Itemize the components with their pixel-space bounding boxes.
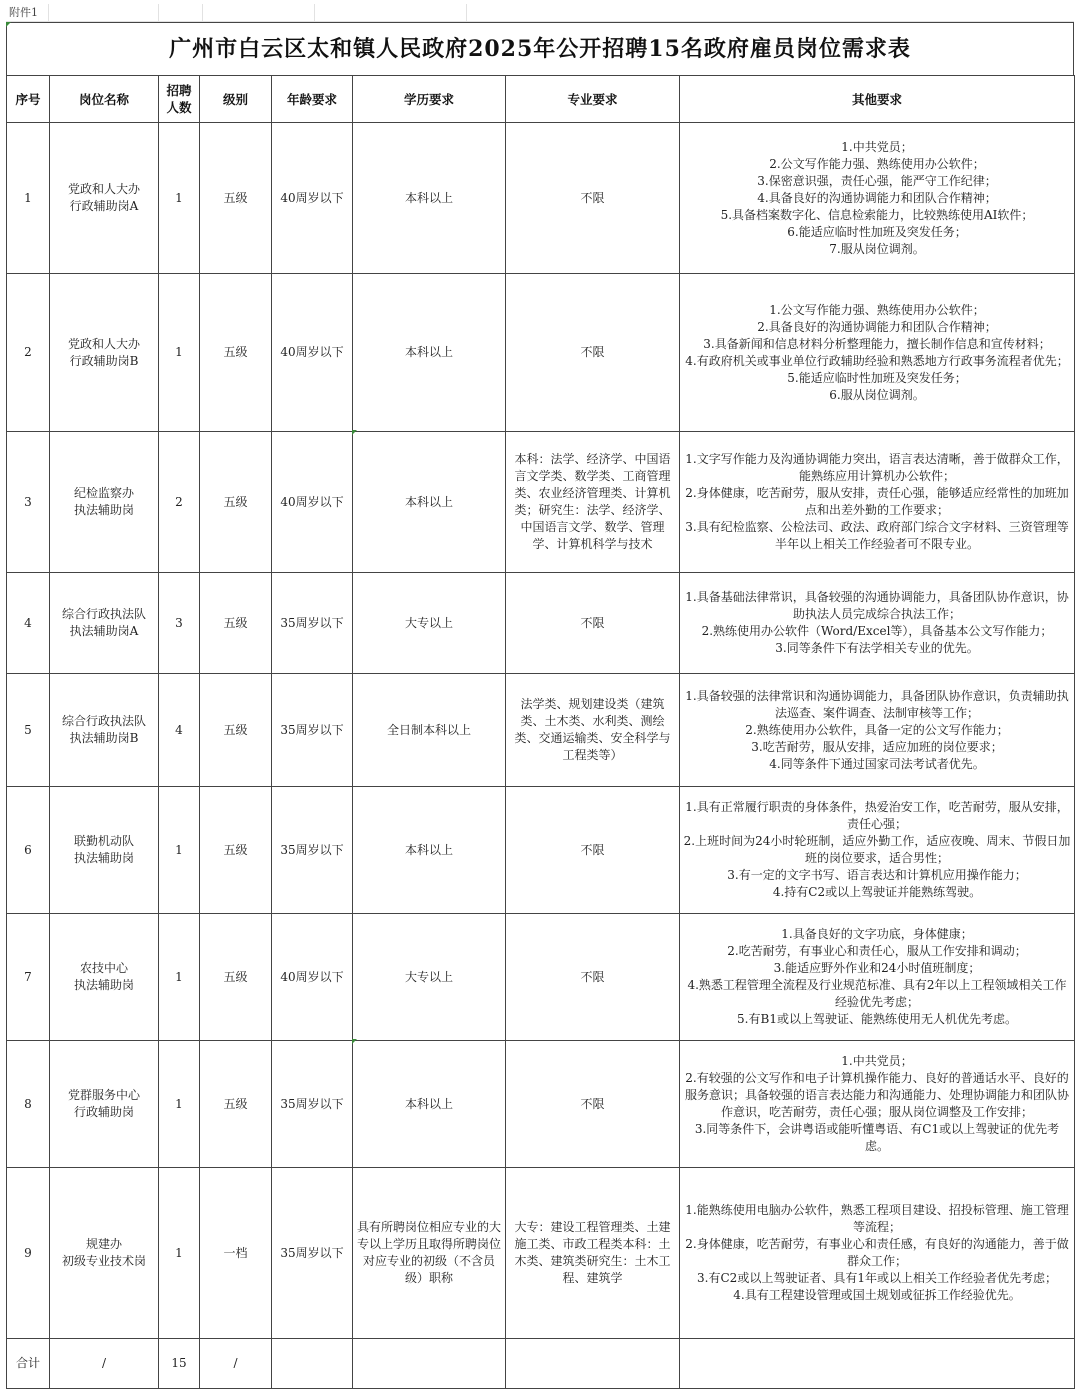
requirement-line: 4.熟悉工程管理全流程及行业规范标准、具有2年以上工程领域相关工作经验优先考虑； xyxy=(687,978,1067,1009)
cell-count: 2 xyxy=(159,432,200,573)
header-level: 级别 xyxy=(200,76,272,123)
cell-age: 35周岁以下 xyxy=(272,1041,353,1168)
table-row xyxy=(7,274,1075,432)
positions-table xyxy=(6,75,1075,1389)
requirement-line: 2.上班时间为24小时轮班制，适应外勤工作，适应夜晚、周末、节假日加班的岗位要求，适合男性； xyxy=(683,834,1071,865)
requirement-line: 1.能熟练使用电脑办公软件，熟悉工程项目建设、招投标管理、施工管理等流程； xyxy=(685,1203,1069,1234)
requirement-line: 3.保密意识强，责任心强，能严守工作纪律； xyxy=(757,173,997,188)
cell-edu: 本科以上 xyxy=(353,123,506,274)
cell-edu: 本科以上 xyxy=(353,1041,506,1168)
cell-marker xyxy=(352,430,357,435)
cell-name: 综合行政执法队 执法辅助岗B xyxy=(50,674,159,787)
table-row xyxy=(7,123,1075,274)
table-row xyxy=(7,674,1075,787)
cell-edu: 本科以上 xyxy=(353,787,506,914)
requirement-line: 3.吃苦耐劳，服从安排，适应加班的岗位要求； xyxy=(751,739,1003,754)
cell-marker xyxy=(352,1039,357,1044)
cell-seq: 8 xyxy=(7,1041,50,1168)
header-row xyxy=(7,76,1075,123)
cell-count: 1 xyxy=(159,123,200,274)
cell-count: 1 xyxy=(159,1168,200,1339)
cell-age: 35周岁以下 xyxy=(272,787,353,914)
attachment-label: 附件1 xyxy=(6,4,49,22)
cell-age: 35周岁以下 xyxy=(272,674,353,787)
cell-name: 党群服务中心 行政辅助岗 xyxy=(50,1041,159,1168)
requirement-line: 1.具有正常履行职责的身体条件，热爱治安工作，吃苦耐劳，服从安排，责任心强； xyxy=(685,800,1069,831)
requirement-line: 1.中共党员； xyxy=(841,1054,913,1068)
cell-count: 1 xyxy=(159,787,200,914)
cell-level: 五级 xyxy=(200,274,272,432)
cell-level: 一档 xyxy=(200,1168,272,1339)
cell-edu: 本科以上 xyxy=(353,274,506,432)
cell-level: 五级 xyxy=(200,674,272,787)
cell-seq: 1 xyxy=(7,123,50,274)
requirement-line: 4.有政府机关或事业单位行政辅助经验和熟悉地方行政事务流程者优先； xyxy=(685,353,1069,368)
cell-age: 35周岁以下 xyxy=(272,1168,353,1339)
cell-edu: 大专以上 xyxy=(353,914,506,1041)
requirement-line: 4.具有工程建设管理或国土规划或征拆工作经验优先。 xyxy=(733,1288,1021,1302)
cell-name: 规建办 初级专业技术岗 xyxy=(50,1168,159,1339)
requirement-line: 5.有B1或以上驾驶证、能熟练使用无人机优先考虑。 xyxy=(737,1012,1017,1026)
cell-count: 4 xyxy=(159,674,200,787)
requirement-line: 1.文字写作能力及沟通协调能力突出，语言表达清晰，善于做群众工作，能熟练应用计算机办公软件； xyxy=(685,452,1069,483)
requirement-line: 1.具备良好的文字功底，身体健康； xyxy=(781,927,973,941)
table-row xyxy=(7,432,1075,573)
cell-age: 40周岁以下 xyxy=(272,123,353,274)
cell-major: 大专：建设工程管理类、土建施工类、市政工程类本科：土木类、建筑类研究生：土木工程、建筑学 xyxy=(506,1168,680,1339)
cell-major: 不限 xyxy=(506,123,680,274)
cell-name: 党政和人大办 行政辅助岗B xyxy=(50,274,159,432)
cell-major: 不限 xyxy=(506,914,680,1041)
cell-count: 1 xyxy=(159,914,200,1041)
cell-seq: 6 xyxy=(7,787,50,914)
attachment-row xyxy=(6,4,1074,22)
requirement-line: 2.身体健康，吃苦耐劳，有事业心和责任感，有良好的沟通能力，善于做群众工作； xyxy=(685,1237,1069,1268)
cell-other xyxy=(680,432,1075,573)
requirement-line: 4.同等条件下通过国家司法考试者优先。 xyxy=(769,756,985,771)
cell-level: 五级 xyxy=(200,123,272,274)
total-count: 15 xyxy=(159,1339,200,1389)
total-label: 合计 xyxy=(7,1339,50,1389)
requirement-line: 6.服从岗位调剂。 xyxy=(829,387,925,402)
cell-level: 五级 xyxy=(200,787,272,914)
requirement-line: 3.有C2或以上驾驶证者、具有1年或以上相关工作经验者优先考虑； xyxy=(697,1271,1057,1285)
cell-edu: 本科以上 xyxy=(353,432,506,573)
requirement-line: 1.中共党员； xyxy=(841,139,913,154)
cell-other xyxy=(680,1168,1075,1339)
table-row xyxy=(7,573,1075,674)
cell-other xyxy=(680,1041,1075,1168)
page-title: 广州市白云区太和镇人民政府2025年公开招聘15名政府雇员岗位需求表 xyxy=(6,22,1074,75)
cell-major: 法学类、规划建设类（建筑类、土木类、水利类、测绘类、交通运输类、安全科学与工程类等） xyxy=(506,674,680,787)
cell-level: 五级 xyxy=(200,432,272,573)
cell-age: 35周岁以下 xyxy=(272,573,353,674)
header-age: 年龄要求 xyxy=(272,76,353,123)
total-level: / xyxy=(200,1339,272,1389)
requirement-line: 3.同等条件下有法学相关专业的优先。 xyxy=(775,641,979,655)
cell-name: 联勤机动队 执法辅助岗 xyxy=(50,787,159,914)
cell-seq: 2 xyxy=(7,274,50,432)
header-major: 专业要求 xyxy=(506,76,680,123)
requirement-line: 3.有一定的文字书写、语言表达和计算机应用操作能力； xyxy=(727,868,1027,882)
cell-seq: 5 xyxy=(7,674,50,787)
cell-other xyxy=(680,123,1075,274)
table-row xyxy=(7,1041,1075,1168)
cell-level: 五级 xyxy=(200,1041,272,1168)
total-name: / xyxy=(50,1339,159,1389)
requirement-line: 3.能适应野外作业和24小时值班制度； xyxy=(773,961,981,975)
cell-name: 综合行政执法队 执法辅助岗A xyxy=(50,573,159,674)
cell-count: 3 xyxy=(159,573,200,674)
requirement-line: 5.具备档案数字化、信息检索能力，比较熟练使用AI软件； xyxy=(720,207,1034,222)
cell-other xyxy=(680,573,1075,674)
cell-other xyxy=(680,674,1075,787)
cell-major: 本科：法学、经济学、中国语言文学类、数学类、工商管理类、农业经济管理类、计算机类；研究生：法学、经济学、中国语言文学、数学、管理学、计算机科学与技术 xyxy=(506,432,680,573)
cell-name: 党政和人大办 行政辅助岗A xyxy=(50,123,159,274)
cell-name: 纪检监察办 执法辅助岗 xyxy=(50,432,159,573)
header-edu: 学历要求 xyxy=(353,76,506,123)
requirement-line: 2.熟练使用办公软件（Word/Excel等），具备基本公文写作能力； xyxy=(701,624,1053,638)
requirement-line: 2.吃苦耐劳，有事业心和责任心，服从工作安排和调动； xyxy=(727,944,1027,958)
cell-name: 农技中心 执法辅助岗 xyxy=(50,914,159,1041)
requirement-line: 3.具备新闻和信息材料分析整理能力，擅长制作信息和宣传材料； xyxy=(703,336,1051,351)
requirement-line: 5.能适应临时性加班及突发任务； xyxy=(787,370,967,385)
requirement-line: 3.具有纪检监察、公检法司、政法、政府部门综合文字材料、三资管理等半年以上相关工作经验者可不限专业。 xyxy=(685,520,1069,551)
cell-count: 1 xyxy=(159,274,200,432)
cell-seq: 9 xyxy=(7,1168,50,1339)
cell-seq: 3 xyxy=(7,432,50,573)
cell-other xyxy=(680,787,1075,914)
cell-count: 1 xyxy=(159,1041,200,1168)
cell-seq: 7 xyxy=(7,914,50,1041)
requirement-line: 6.能适应临时性加班及突发任务； xyxy=(787,224,967,239)
requirement-line: 2.公文写作能力强、熟练使用办公软件； xyxy=(769,156,985,171)
requirement-line: 3.同等条件下，会讲粤语或能听懂粤语、有C1或以上驾驶证的优先考虑。 xyxy=(694,1122,1060,1153)
cell-other xyxy=(680,274,1075,432)
header-name: 岗位名称 xyxy=(50,76,159,123)
requirement-line: 4.持有C2或以上驾驶证并能熟练驾驶。 xyxy=(772,885,982,899)
cell-major: 不限 xyxy=(506,787,680,914)
requirement-line: 2.具备良好的沟通协调能力和团队合作精神； xyxy=(757,319,997,334)
requirement-line: 1.公文写作能力强、熟练使用办公软件； xyxy=(769,302,985,317)
requirement-line: 2.身体健康，吃苦耐劳，服从安排，责任心强，能够适应经常性的加班加点和出差外勤的工作要求； xyxy=(685,486,1069,517)
cell-age: 40周岁以下 xyxy=(272,274,353,432)
requirement-line: 1.具备较强的法律常识和沟通协调能力，具备团队协作意识，负责辅助执法巡查、案件调查、法制审核等工作； xyxy=(685,688,1069,720)
table-row xyxy=(7,914,1075,1041)
cell-other xyxy=(680,914,1075,1041)
requirement-line: 2.有较强的公文写作和电子计算机操作能力、良好的普通话水平、良好的服务意识；具备较强的语言表达能力和沟通能力、处理协调能力和团队协作意识，吃苦耐劳，责任心强；服从岗位调整及工作安排； xyxy=(684,1071,1069,1119)
cell-major: 不限 xyxy=(506,573,680,674)
header-other: 其他要求 xyxy=(680,76,1075,123)
sheet xyxy=(6,4,1074,1389)
cell-edu: 具有所聘岗位相应专业的大专以上学历且取得所聘岗位对应专业的初级（不含员级）职称 xyxy=(353,1168,506,1339)
table-row xyxy=(7,787,1075,914)
requirement-line: 1.具备基础法律常识，具备较强的沟通协调能力，具备团队协作意识，协助执法人员完成综合执法工作； xyxy=(685,590,1069,621)
header-seq: 序号 xyxy=(7,76,50,123)
cell-level: 五级 xyxy=(200,914,272,1041)
requirement-line: 7.服从岗位调剂。 xyxy=(829,241,925,256)
requirement-line: 4.具备良好的沟通协调能力和团队合作精神； xyxy=(757,190,997,205)
requirement-line: 2.熟练使用办公软件，具备一定的公文写作能力； xyxy=(745,722,1009,737)
cell-level: 五级 xyxy=(200,573,272,674)
cell-major: 不限 xyxy=(506,274,680,432)
cell-seq: 4 xyxy=(7,573,50,674)
cell-edu: 全日制本科以上 xyxy=(353,674,506,787)
cell-age: 40周岁以下 xyxy=(272,914,353,1041)
cell-marker xyxy=(6,22,11,27)
cell-age: 40周岁以下 xyxy=(272,432,353,573)
table-row xyxy=(7,1168,1075,1339)
cell-major: 不限 xyxy=(506,1041,680,1168)
header-count: 招聘 人数 xyxy=(159,76,200,123)
cell-edu: 大专以上 xyxy=(353,573,506,674)
